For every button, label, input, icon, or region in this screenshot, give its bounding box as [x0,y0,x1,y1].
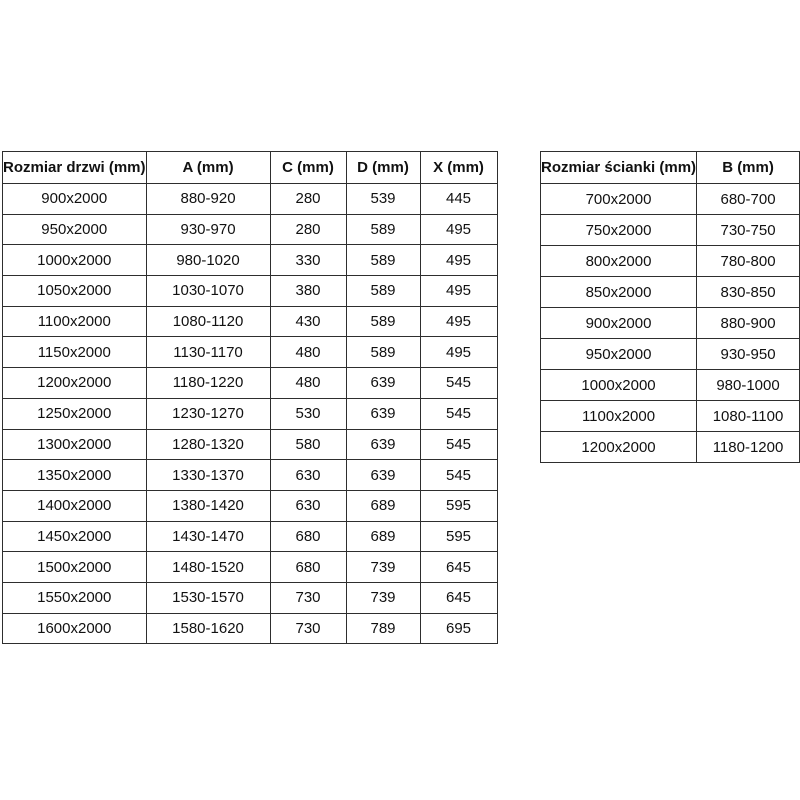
table-row [3,429,498,460]
table-cell: 900x2000 [3,184,147,215]
table-row [3,245,498,276]
table-row [3,398,498,429]
door-sizes-table-header [3,152,498,184]
table-cell: 1250x2000 [3,398,147,429]
header-a-mm: A (mm) [146,152,270,184]
table-cell: 1080-1120 [146,306,270,337]
table-cell: 495 [420,245,497,276]
table-cell: 789 [346,613,420,644]
table-cell: 680 [270,552,346,583]
table-cell: 495 [420,214,497,245]
table-cell: 780-800 [697,246,800,277]
table-cell: 700x2000 [541,184,697,215]
table-cell: 739 [346,552,420,583]
table-cell: 639 [346,429,420,460]
table-cell: 480 [270,368,346,399]
table-cell: 1350x2000 [3,460,147,491]
table-cell: 539 [346,184,420,215]
table-cell: 1130-1170 [146,337,270,368]
table-cell: 1230-1270 [146,398,270,429]
table-cell: 950x2000 [3,214,147,245]
table-row [541,246,800,277]
table-cell: 595 [420,490,497,521]
table-cell: 589 [346,245,420,276]
table-cell: 1380-1420 [146,490,270,521]
door-sizes-table [2,151,498,644]
table-cell: 1330-1370 [146,460,270,491]
table-row [3,276,498,307]
table-cell: 680 [270,521,346,552]
table-cell: 1080-1100 [697,401,800,432]
table-row [541,401,800,432]
table-cell: 1030-1070 [146,276,270,307]
header-b-mm: B (mm) [697,152,800,184]
table-cell: 280 [270,184,346,215]
wall-sizes-table-header [541,152,800,184]
table-cell: 545 [420,368,497,399]
table-row [541,370,800,401]
table-cell: 280 [270,214,346,245]
table-row [541,308,800,339]
table-cell: 1550x2000 [3,582,147,613]
table-header-row [541,152,800,184]
header-x-mm: X (mm) [420,152,497,184]
table-row [541,432,800,463]
table-cell: 1450x2000 [3,521,147,552]
table-row [3,460,498,491]
table-cell: 1430-1470 [146,521,270,552]
table-cell: 1100x2000 [3,306,147,337]
table-cell: 530 [270,398,346,429]
table-cell: 980-1020 [146,245,270,276]
table-cell: 1100x2000 [541,401,697,432]
table-row [3,613,498,644]
table-cell: 1400x2000 [3,490,147,521]
table-cell: 1530-1570 [146,582,270,613]
table-cell: 1480-1520 [146,552,270,583]
wall-sizes-table-body [541,184,800,463]
table-cell: 1500x2000 [3,552,147,583]
table-cell: 1180-1220 [146,368,270,399]
table-cell: 645 [420,582,497,613]
header-c-mm: C (mm) [270,152,346,184]
table-cell: 689 [346,490,420,521]
table-cell: 480 [270,337,346,368]
wall-sizes-table [540,151,800,463]
table-row [3,306,498,337]
table-cell: 495 [420,306,497,337]
table-cell: 930-950 [697,339,800,370]
table-cell: 589 [346,337,420,368]
table-cell: 850x2000 [541,277,697,308]
table-cell: 1580-1620 [146,613,270,644]
table-cell: 1280-1320 [146,429,270,460]
table-cell: 695 [420,613,497,644]
table-cell: 639 [346,368,420,399]
table-cell: 1200x2000 [541,432,697,463]
table-cell: 580 [270,429,346,460]
table-cell: 430 [270,306,346,337]
table-row [541,215,800,246]
table-cell: 495 [420,337,497,368]
table-cell: 595 [420,521,497,552]
table-cell: 1180-1200 [697,432,800,463]
table-cell: 1150x2000 [3,337,147,368]
table-cell: 689 [346,521,420,552]
table-row [3,184,498,215]
table-cell: 639 [346,460,420,491]
header-d-mm: D (mm) [346,152,420,184]
table-cell: 730 [270,613,346,644]
table-row [3,337,498,368]
table-cell: 880-900 [697,308,800,339]
table-cell: 545 [420,398,497,429]
table-cell: 739 [346,582,420,613]
table-row [541,339,800,370]
table-row [3,214,498,245]
table-cell: 1050x2000 [3,276,147,307]
table-cell: 730-750 [697,215,800,246]
table-row [3,368,498,399]
table-row [3,521,498,552]
table-cell: 680-700 [697,184,800,215]
table-cell: 645 [420,552,497,583]
header-rozmiar-drzwi: Rozmiar drzwi (mm) [3,152,147,184]
header-rozmiar-scianki: Rozmiar ścianki (mm) [541,152,697,184]
table-cell: 630 [270,490,346,521]
table-row [3,490,498,521]
table-header-row [3,152,498,184]
table-row [541,277,800,308]
table-cell: 1200x2000 [3,368,147,399]
table-cell: 1000x2000 [3,245,147,276]
table-cell: 589 [346,306,420,337]
table-cell: 750x2000 [541,215,697,246]
table-cell: 900x2000 [541,308,697,339]
table-cell: 1300x2000 [3,429,147,460]
table-cell: 589 [346,276,420,307]
table-row [3,552,498,583]
table-cell: 639 [346,398,420,429]
table-cell: 800x2000 [541,246,697,277]
table-cell: 445 [420,184,497,215]
table-cell: 589 [346,214,420,245]
table-cell: 950x2000 [541,339,697,370]
table-cell: 630 [270,460,346,491]
door-sizes-table-body [3,184,498,644]
table-cell: 880-920 [146,184,270,215]
table-cell: 495 [420,276,497,307]
table-cell: 980-1000 [697,370,800,401]
table-cell: 830-850 [697,277,800,308]
table-cell: 930-970 [146,214,270,245]
table-cell: 545 [420,460,497,491]
table-cell: 1600x2000 [3,613,147,644]
table-cell: 1000x2000 [541,370,697,401]
table-cell: 380 [270,276,346,307]
table-cell: 545 [420,429,497,460]
table-cell: 330 [270,245,346,276]
table-row [541,184,800,215]
table-row [3,582,498,613]
table-cell: 730 [270,582,346,613]
